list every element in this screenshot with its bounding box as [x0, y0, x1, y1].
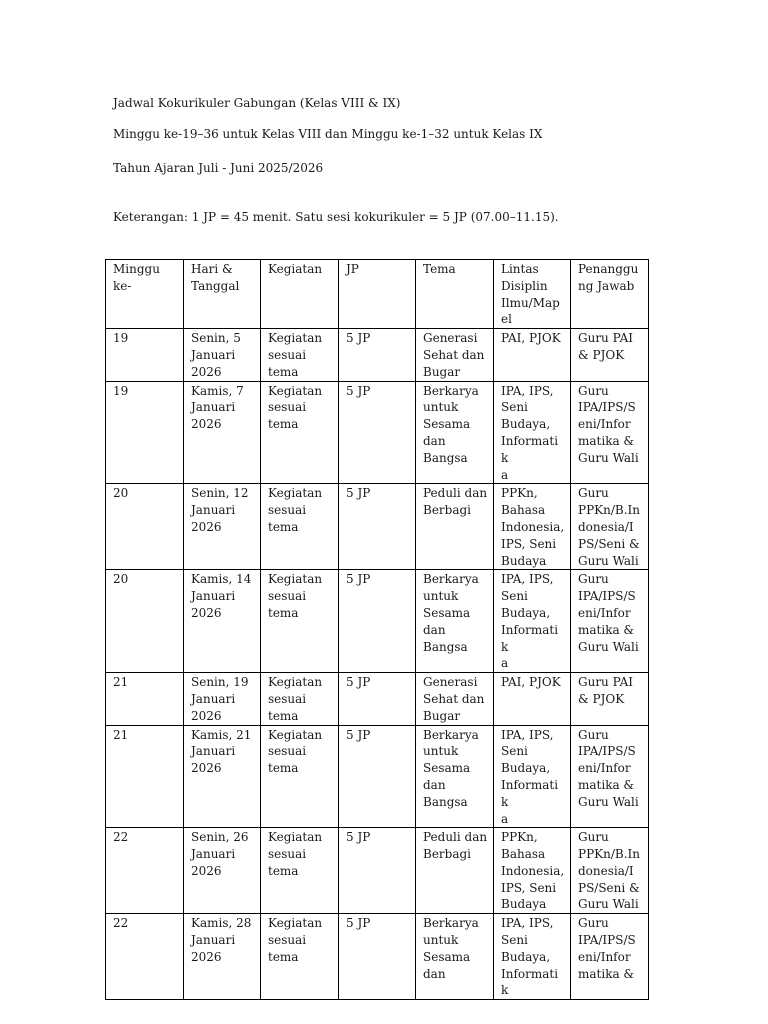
cell-hari-tanggal: Kamis, 21 Januari 2026 [184, 725, 261, 828]
table-row [106, 828, 649, 914]
cell-jp: 5 JP [339, 329, 416, 381]
table-row [106, 725, 649, 828]
table-row [106, 381, 649, 484]
cell-penanggung-jawab: Guru PAI & PJOK [571, 673, 649, 725]
cell-lintas-disiplin: PAI, PJOK [494, 329, 571, 381]
header-cell-penanggung-jawab: Penanggu ng Jawab [571, 260, 649, 329]
cell-hari-tanggal: Senin, 5 Januari 2026 [184, 329, 261, 381]
cell-kegiatan: Kegiatan sesuai tema [261, 673, 339, 725]
cell-lintas-disiplin: IPA, IPS, Seni Budaya, Informatik a [494, 570, 571, 673]
cell-lintas-disiplin: PAI, PJOK [494, 673, 571, 725]
cell-hari-tanggal: Senin, 19 Januari 2026 [184, 673, 261, 725]
note-text: Keterangan: 1 JP = 45 menit. Satu sesi kokurikuler = 5 JP (07.00–11.15). [113, 210, 559, 224]
header-cell-kegiatan: Kegiatan [261, 260, 339, 329]
cell-lintas-disiplin: IPA, IPS, Seni Budaya, Informatik a [494, 725, 571, 828]
cell-kegiatan: Kegiatan sesuai tema [261, 329, 339, 381]
cell-kegiatan: Kegiatan sesuai tema [261, 828, 339, 914]
cell-penanggung-jawab: Guru PPKn/B.In donesia/I PS/Seni & Guru Wali [571, 828, 649, 914]
cell-hari-tanggal: Senin, 12 Januari 2026 [184, 484, 261, 570]
table-row [106, 484, 649, 570]
cell-hari-tanggal: Kamis, 7 Januari 2026 [184, 381, 261, 484]
header-cell-hari-tanggal: Hari & Tanggal [184, 260, 261, 329]
cell-tema: Berkarya untuk Sesama dan [416, 914, 494, 1000]
cell-penanggung-jawab: Guru PPKn/B.In donesia/I PS/Seni & Guru Wali [571, 484, 649, 570]
cell-penanggung-jawab: Guru PAI & PJOK [571, 329, 649, 381]
cell-jp: 5 JP [339, 570, 416, 673]
cell-hari-tanggal: Kamis, 28 Januari 2026 [184, 914, 261, 1000]
cell-lintas-disiplin: IPA, IPS, Seni Budaya, Informatik a [494, 381, 571, 484]
schedule-table [105, 259, 649, 1000]
cell-lintas-disiplin: PPKn, Bahasa Indonesia, IPS, Seni Budaya [494, 484, 571, 570]
cell-minggu: 19 [106, 329, 184, 381]
cell-hari-tanggal: Kamis, 14 Januari 2026 [184, 570, 261, 673]
header-cell-jp: JP [339, 260, 416, 329]
cell-hari-tanggal: Senin, 26 Januari 2026 [184, 828, 261, 914]
cell-lintas-disiplin: IPA, IPS, Seni Budaya, Informatik [494, 914, 571, 1000]
cell-minggu: 20 [106, 570, 184, 673]
cell-minggu: 20 [106, 484, 184, 570]
cell-jp: 5 JP [339, 673, 416, 725]
table-row [106, 673, 649, 725]
cell-kegiatan: Kegiatan sesuai tema [261, 484, 339, 570]
academic-year: Tahun Ajaran Juli - Juni 2025/2026 [113, 161, 324, 175]
document-title: Jadwal Kokurikuler Gabungan (Kelas VIII & IX) [113, 96, 401, 110]
cell-jp: 5 JP [339, 381, 416, 484]
cell-tema: Peduli dan Berbagi [416, 828, 494, 914]
header-cell-minggu: Minggu ke- [106, 260, 184, 329]
header-cell-lintas-disiplin: Lintas Disiplin Ilmu/Map el [494, 260, 571, 329]
header-cell-tema: Tema [416, 260, 494, 329]
cell-kegiatan: Kegiatan sesuai tema [261, 381, 339, 484]
cell-tema: Berkarya untuk Sesama dan Bangsa [416, 381, 494, 484]
cell-penanggung-jawab: Guru IPA/IPS/S eni/Infor matika & [571, 914, 649, 1000]
cell-jp: 5 JP [339, 725, 416, 828]
cell-tema: Berkarya untuk Sesama dan Bangsa [416, 725, 494, 828]
cell-tema: Berkarya untuk Sesama dan Bangsa [416, 570, 494, 673]
cell-penanggung-jawab: Guru IPA/IPS/S eni/Infor matika & Guru Wali [571, 381, 649, 484]
cell-tema: Peduli dan Berbagi [416, 484, 494, 570]
cell-minggu: 19 [106, 381, 184, 484]
table-header-row [106, 260, 649, 329]
cell-minggu: 22 [106, 914, 184, 1000]
cell-penanggung-jawab: Guru IPA/IPS/S eni/Infor matika & Guru Wali [571, 725, 649, 828]
cell-penanggung-jawab: Guru IPA/IPS/S eni/Infor matika & Guru Wali [571, 570, 649, 673]
cell-minggu: 21 [106, 673, 184, 725]
table-row [106, 570, 649, 673]
document-subtitle: Minggu ke-19–36 untuk Kelas VIII dan Minggu ke-1–32 untuk Kelas IX [113, 127, 543, 141]
cell-kegiatan: Kegiatan sesuai tema [261, 570, 339, 673]
cell-kegiatan: Kegiatan sesuai tema [261, 914, 339, 1000]
cell-tema: Generasi Sehat dan Bugar [416, 329, 494, 381]
cell-lintas-disiplin: PPKn, Bahasa Indonesia, IPS, Seni Budaya [494, 828, 571, 914]
schedule-table-container [105, 259, 649, 998]
cell-kegiatan: Kegiatan sesuai tema [261, 725, 339, 828]
table-row [106, 329, 649, 381]
cell-minggu: 22 [106, 828, 184, 914]
cell-jp: 5 JP [339, 828, 416, 914]
cell-minggu: 21 [106, 725, 184, 828]
cell-tema: Generasi Sehat dan Bugar [416, 673, 494, 725]
cell-jp: 5 JP [339, 914, 416, 1000]
cell-jp: 5 JP [339, 484, 416, 570]
table-row [106, 914, 649, 1000]
